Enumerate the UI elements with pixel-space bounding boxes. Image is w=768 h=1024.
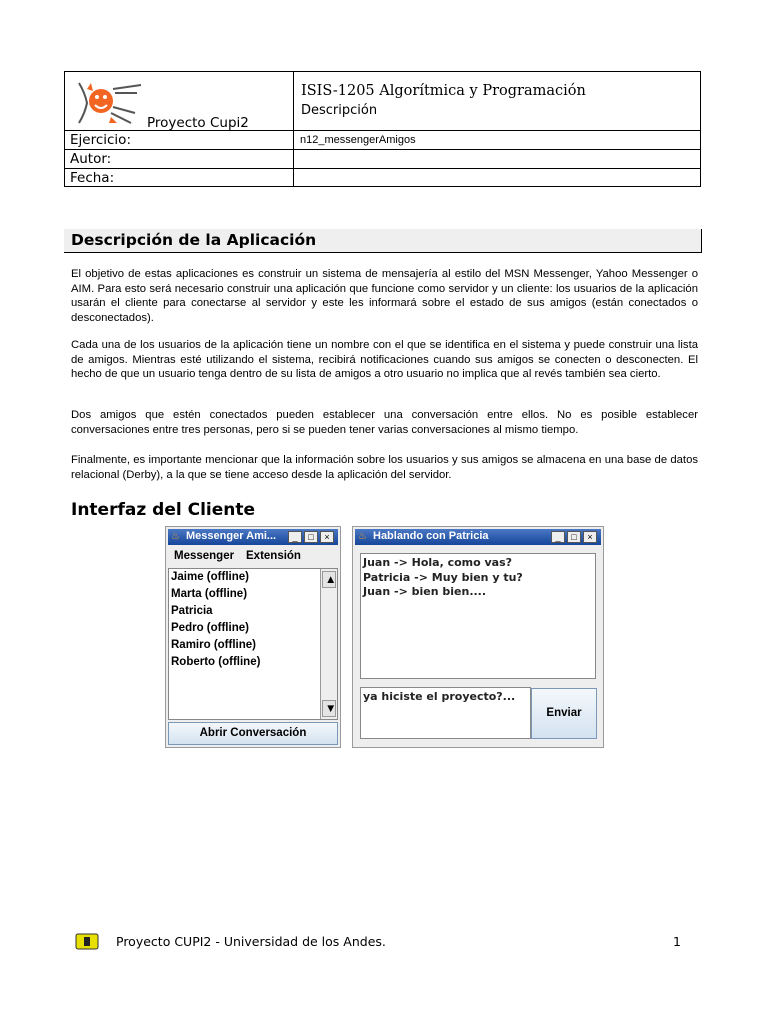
close-button[interactable]: × xyxy=(320,531,334,543)
friends-list[interactable] xyxy=(168,568,338,720)
scroll-down-icon[interactable]: ▼ xyxy=(322,700,336,717)
chat-window xyxy=(352,526,604,748)
java-icon: ♨ xyxy=(358,531,367,542)
chat-window-title: Hablando con Patricia xyxy=(373,530,489,542)
exercise-label: Ejercicio: xyxy=(70,132,131,148)
friend-item[interactable]: Jaime (offline) xyxy=(171,571,249,583)
open-conversation-button[interactable]: Abrir Conversación xyxy=(168,722,338,745)
minimize-button[interactable]: _ xyxy=(288,531,302,543)
cupi2-logo xyxy=(71,77,149,129)
paragraph: Cada una de los usuarios de la aplicación tiene un nombre con el que se identifica en el sistema y puede construir una lista de amigos. Mientras esté utilizando el sistema, recibirá notificaciones cuando sus amigos se conecten o desconecten. El hecho de que un usuario tenga dentro de su lista de amigos a otro usuario no implica que al revés también sea cierto. xyxy=(71,339,698,381)
logo-text: Proyecto Cupi2 xyxy=(147,115,249,131)
maximize-button[interactable]: □ xyxy=(304,531,318,543)
footer-text: Proyecto CUPI2 - Universidad de los Andes. xyxy=(116,934,386,949)
friend-item[interactable]: Roberto (offline) xyxy=(171,656,261,668)
chat-message: Juan -> bien bien.... xyxy=(363,585,487,598)
message-input-value: ya hiciste el proyecto?... xyxy=(363,690,516,703)
header-table xyxy=(64,71,701,187)
send-button[interactable]: Enviar xyxy=(531,688,597,739)
section-title: Descripción de la Aplicación xyxy=(71,231,317,249)
chat-message: Juan -> Hola, como vas? xyxy=(363,556,513,569)
page-number: 1 xyxy=(673,934,681,949)
maximize-button[interactable]: □ xyxy=(567,531,581,543)
exercise-value: n12_messengerAmigos xyxy=(300,134,416,146)
menu-extension[interactable]: Extensión xyxy=(246,550,301,562)
paragraph: El objetivo de estas aplicaciones es construir un sistema de mensajería al estilo del MSN Messenger, Yahoo Messenger o AIM. Para esto será necesario construir una aplicación que funcione como servidor y un cliente: los usuarios de la aplicación usarán el cliente para conectarse al servidor y este les informará sobre el estado de sus amigos (están conectados o desconectados). xyxy=(71,268,698,325)
menu-messenger[interactable]: Messenger xyxy=(174,550,235,562)
course-subtitle: Descripción xyxy=(301,103,378,118)
paragraph: Dos amigos que estén conectados pueden establecer una conversación entre ellos. No es posible establecer conversaciones entre tres personas, pero si se pueden tener varias conversaciones al mismo tiempo. xyxy=(71,409,698,436)
scrollbar[interactable] xyxy=(320,569,337,719)
messenger-window xyxy=(165,526,341,748)
header-row-line xyxy=(65,168,700,169)
close-button[interactable]: × xyxy=(583,531,597,543)
header-row-line xyxy=(65,149,700,150)
friend-item[interactable]: Pedro (offline) xyxy=(171,622,249,634)
author-label: Autor: xyxy=(70,151,112,167)
messenger-window-title: Messenger Ami... xyxy=(186,530,277,542)
date-label: Fecha: xyxy=(70,170,115,186)
paragraph: Finalmente, es importante mencionar que la información sobre los usuarios y sus amigos se almacena en una base de datos relacional (Derby), a la que se tiene acceso desde la aplicación del servidor. xyxy=(71,454,698,481)
course-title: ISIS-1205 Algorítmica y Programación xyxy=(301,83,586,99)
client-interface-title: Interfaz del Cliente xyxy=(71,500,256,520)
minimize-button[interactable]: _ xyxy=(551,531,565,543)
java-icon: ♨ xyxy=(171,531,180,542)
message-input[interactable] xyxy=(360,687,531,739)
chat-message: Patricia -> Muy bien y tu? xyxy=(363,570,523,584)
section-heading xyxy=(64,229,702,253)
messenger-titlebar[interactable] xyxy=(168,529,338,545)
scroll-up-icon[interactable]: ▲ xyxy=(322,571,336,588)
friend-item[interactable]: Ramiro (offline) xyxy=(171,639,256,651)
chat-titlebar[interactable] xyxy=(355,529,601,545)
friend-item[interactable]: Patricia xyxy=(171,605,213,617)
cupi2-footer-icon xyxy=(75,933,99,950)
chat-history xyxy=(360,553,596,679)
friend-item[interactable]: Marta (offline) xyxy=(171,588,248,600)
